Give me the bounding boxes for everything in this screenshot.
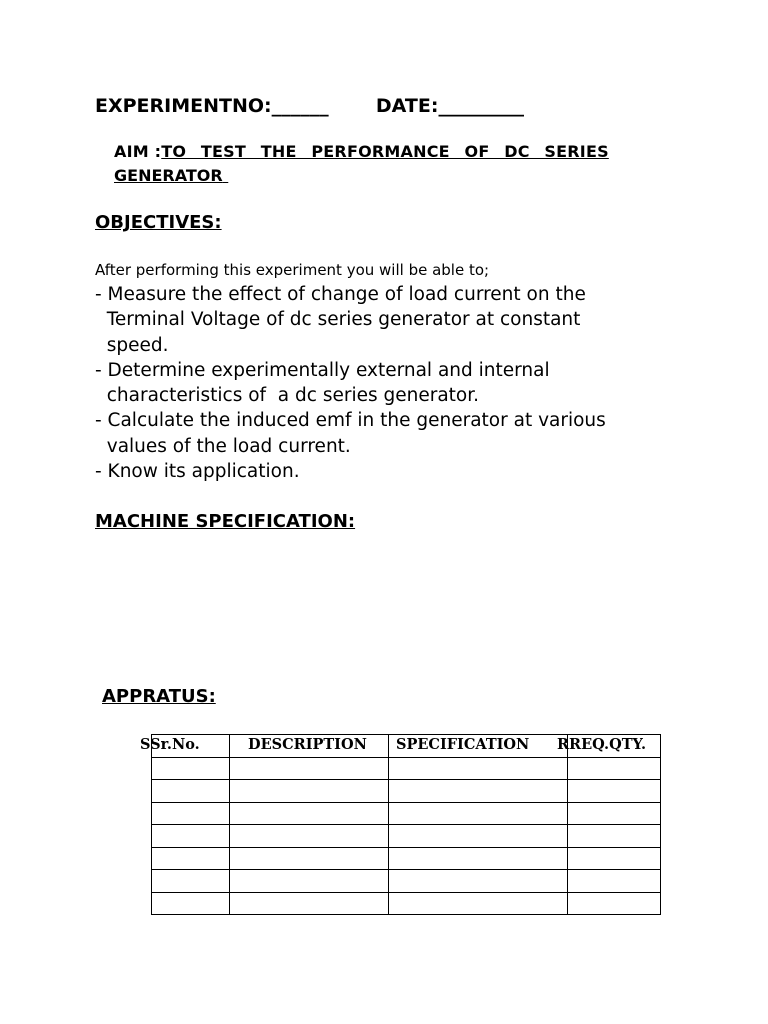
objective-line: - Know its application.	[95, 461, 300, 483]
table-cell	[230, 757, 389, 780]
table-cell	[230, 847, 389, 870]
table-row	[152, 870, 661, 893]
table-cell	[389, 802, 568, 825]
table-row	[152, 802, 661, 825]
table-cell	[152, 780, 230, 803]
machine-specification-heading: MACHINE SPECIFICATION:	[95, 511, 356, 532]
objective-line: values of the load current.	[95, 435, 351, 457]
experiment-header	[95, 95, 524, 117]
aim-label: AIM :	[114, 142, 162, 161]
table-row	[152, 757, 661, 780]
column-header-req-qty: RREQ.QTY.	[557, 736, 647, 753]
table-cell	[230, 892, 389, 915]
date-blank: _________	[438, 95, 524, 117]
column-header-sr-no: SSr.No.	[140, 736, 200, 753]
apparatus-heading: APPRATUS:	[102, 686, 216, 707]
objectives-heading: OBJECTIVES:	[95, 212, 222, 233]
table-cell	[568, 780, 661, 803]
table-cell	[568, 847, 661, 870]
table-cell	[152, 870, 230, 893]
objective-line: - Calculate the induced emf in the generator at various	[95, 410, 606, 432]
objectives-list	[95, 282, 606, 484]
aim-text-1: TO TEST THE PERFORMANCE OF DC SERIES	[161, 142, 609, 161]
objective-line: - Determine experimentally external and internal	[95, 359, 550, 381]
table-cell	[568, 825, 661, 848]
column-header-description: DESCRIPTION	[248, 736, 367, 753]
table-cell	[152, 847, 230, 870]
table-row	[152, 780, 661, 803]
table-cell	[568, 892, 661, 915]
apparatus-table	[151, 734, 661, 915]
column-header-specification: SPECIFICATION	[396, 736, 530, 753]
table-row	[152, 847, 661, 870]
table-cell	[152, 892, 230, 915]
table-row	[152, 825, 661, 848]
table-cell	[152, 757, 230, 780]
objective-line: Terminal Voltage of dc series generator at constant	[95, 309, 581, 331]
table-cell	[230, 825, 389, 848]
table-cell	[568, 802, 661, 825]
table-cell	[230, 802, 389, 825]
table-cell	[568, 870, 661, 893]
objective-line: speed.	[95, 334, 169, 356]
table-cell	[389, 757, 568, 780]
table-cell	[389, 847, 568, 870]
aim-line-2	[114, 166, 228, 185]
objective-line: characteristics of a dc series generator.	[95, 385, 480, 407]
table-cell	[230, 870, 389, 893]
experiment-no-label: EXPERIMENTNO:	[95, 95, 272, 117]
table-cell	[568, 757, 661, 780]
aim-line-1	[114, 142, 609, 161]
table-cell	[389, 892, 568, 915]
table-row	[152, 892, 661, 915]
table-cell	[389, 870, 568, 893]
table-cell	[389, 780, 568, 803]
objective-line: - Measure the effect of change of load current on the	[95, 284, 586, 305]
table-cell	[230, 780, 389, 803]
table-cell	[152, 802, 230, 825]
objectives-intro: After performing this experiment you will be able to;	[95, 261, 490, 279]
experiment-no-blank: ______	[271, 95, 329, 117]
table-cell	[389, 825, 568, 848]
aim-text-2: GENERATOR	[114, 166, 223, 185]
date-label: DATE:	[375, 95, 439, 117]
table-cell	[152, 825, 230, 848]
